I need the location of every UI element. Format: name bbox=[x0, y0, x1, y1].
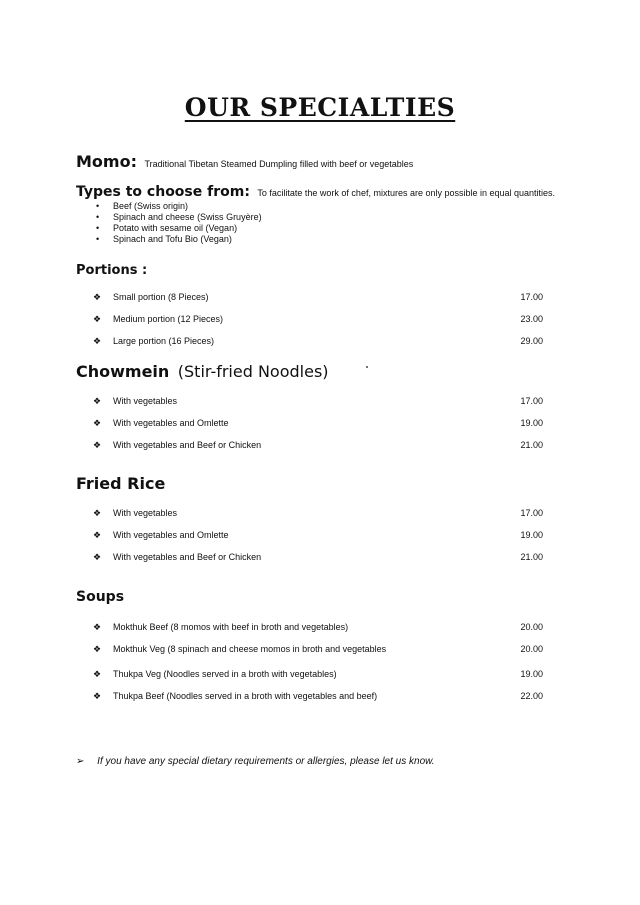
item-name: Thukpa Veg (Noodles served in a broth with vegetables) bbox=[113, 669, 337, 679]
item-price: 20.00 bbox=[520, 622, 543, 632]
menu-row bbox=[93, 395, 543, 407]
bullet-icon: ❖ bbox=[93, 418, 102, 428]
bullet-icon: ❖ bbox=[93, 336, 102, 346]
bullet-icon: ❖ bbox=[93, 552, 102, 562]
bullet-icon: ❖ bbox=[93, 691, 102, 701]
item-price: 17.00 bbox=[520, 292, 543, 302]
fried-rice-heading: Fried Rice bbox=[76, 474, 166, 493]
item-name: Medium portion (12 Pieces) bbox=[113, 314, 224, 324]
page-title: OUR SPECIALTIES bbox=[184, 93, 456, 122]
menu-row bbox=[93, 690, 543, 702]
item-name: Thukpa Beef (Noodles served in a broth with vegetables and beef) bbox=[113, 691, 378, 701]
types-section bbox=[76, 183, 555, 201]
momo-section bbox=[76, 152, 413, 172]
dietary-note-text: If you have any special dietary requirements or allergies, please let us know. bbox=[97, 756, 435, 767]
item-price: 19.00 bbox=[520, 669, 543, 679]
item-name: With vegetables bbox=[113, 508, 178, 518]
item-price: 21.00 bbox=[520, 440, 543, 450]
bullet-icon: ❖ bbox=[93, 292, 102, 302]
menu-row bbox=[93, 529, 543, 541]
menu-row bbox=[93, 507, 543, 519]
types-list bbox=[96, 201, 262, 245]
item-price: 23.00 bbox=[520, 314, 543, 324]
item-price: 19.00 bbox=[520, 530, 543, 540]
menu-row bbox=[93, 643, 543, 655]
momo-heading: Momo: bbox=[76, 152, 137, 171]
chowmein-heading: Chowmein bbox=[76, 362, 170, 381]
momo-description: Traditional Tibetan Steamed Dumpling filled with beef or vegetables bbox=[144, 159, 414, 169]
item-price: 17.00 bbox=[520, 508, 543, 518]
menu-row bbox=[93, 439, 543, 451]
soups-heading: Soups bbox=[76, 589, 125, 605]
chowmein-section bbox=[76, 362, 329, 382]
item-name: With vegetables bbox=[113, 396, 178, 406]
list-item: • Spinach and cheese (Swiss Gruyère) bbox=[96, 212, 262, 223]
stray-dot bbox=[366, 366, 368, 368]
item-price: 21.00 bbox=[520, 552, 543, 562]
bullet-icon: ❖ bbox=[93, 396, 102, 406]
types-description: To facilitate the work of chef, mixtures are only possible in equal quantities. bbox=[257, 188, 556, 198]
item-price: 20.00 bbox=[520, 644, 543, 654]
item-price: 17.00 bbox=[520, 396, 543, 406]
bullet-icon: ❖ bbox=[93, 314, 102, 324]
item-name: Mokthuk Beef (8 momos with beef in broth and vegetables) bbox=[113, 622, 349, 632]
menu-row bbox=[93, 668, 543, 680]
bullet-icon: ❖ bbox=[93, 530, 102, 540]
portions-heading: Portions : bbox=[76, 263, 148, 278]
menu-row bbox=[93, 313, 543, 325]
arrow-icon: ➢ bbox=[76, 756, 85, 767]
item-name: With vegetables and Omlette bbox=[113, 530, 229, 540]
list-item: • Potato with sesame oil (Vegan) bbox=[96, 223, 262, 234]
item-name: With vegetables and Beef or Chicken bbox=[113, 552, 262, 562]
menu-row bbox=[93, 621, 543, 633]
chowmein-subheading: (Stir-fried Noodles) bbox=[177, 362, 329, 381]
list-item: • Spinach and Tofu Bio (Vegan) bbox=[96, 234, 262, 245]
list-item: • Beef (Swiss origin) bbox=[96, 201, 262, 212]
item-price: 29.00 bbox=[520, 336, 543, 346]
item-name: Mokthuk Veg (8 spinach and cheese momos in broth and vegetables bbox=[113, 644, 387, 654]
menu-row bbox=[93, 417, 543, 429]
item-name: With vegetables and Beef or Chicken bbox=[113, 440, 262, 450]
menu-row bbox=[93, 291, 543, 303]
menu-row bbox=[93, 335, 543, 347]
item-name: With vegetables and Omlette bbox=[113, 418, 229, 428]
item-name: Small portion (8 Pieces) bbox=[113, 292, 209, 302]
bullet-icon: ❖ bbox=[93, 508, 102, 518]
bullet-icon: ❖ bbox=[93, 440, 102, 450]
dietary-note bbox=[76, 756, 435, 767]
bullet-icon: ❖ bbox=[93, 669, 102, 679]
bullet-icon: ❖ bbox=[93, 644, 102, 654]
bullet-icon: ❖ bbox=[93, 622, 102, 632]
menu-row bbox=[93, 551, 543, 563]
item-price: 19.00 bbox=[520, 418, 543, 428]
item-price: 22.00 bbox=[520, 691, 543, 701]
item-name: Large portion (16 Pieces) bbox=[113, 336, 215, 346]
types-heading: Types to choose from: bbox=[76, 184, 250, 200]
